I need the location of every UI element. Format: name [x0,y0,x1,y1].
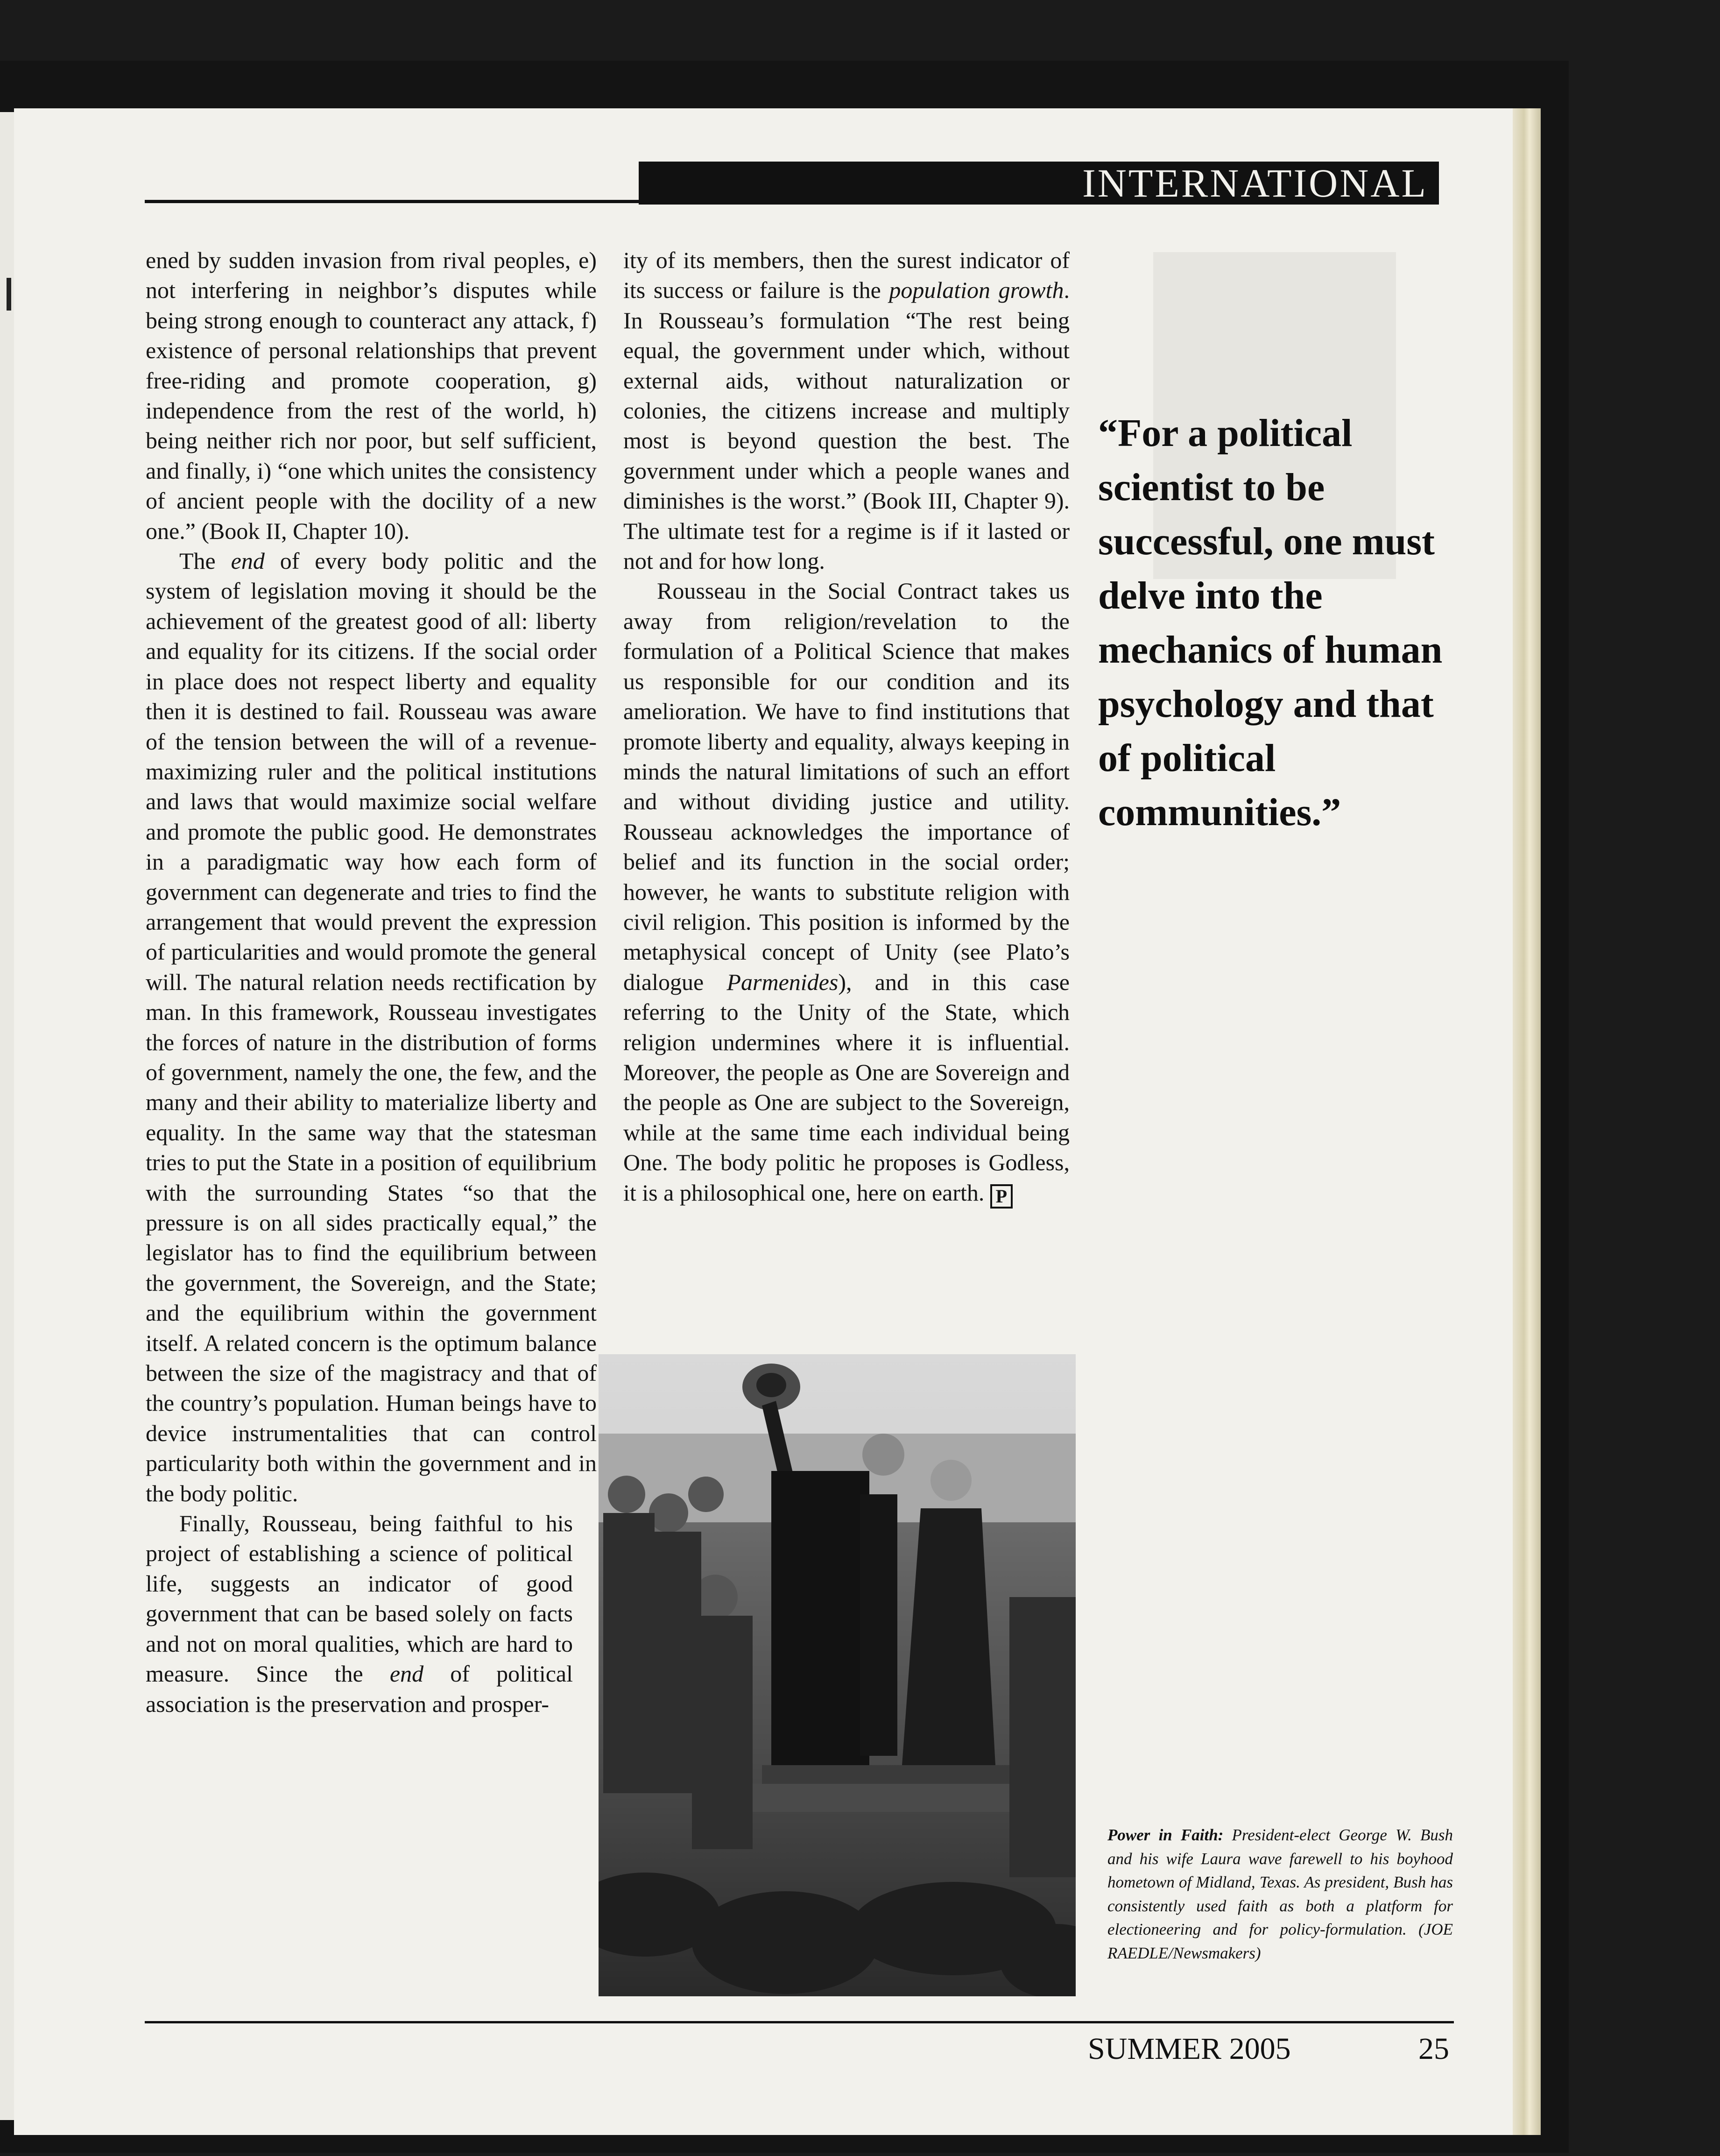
end-of-article-icon: P [990,1184,1013,1209]
paragraph: Finally, Rousseau, being faithful to his project of establishing a science of political life, suggests an indicator of good government that can be based solely on facts and not on moral qualities, which are hard to measure. Since the end of political association is the preservation and prosper- [146,1510,573,1717]
paragraph: ened by sudden invasion from rival peoples, e) not interfering in neighbor’s disputes while being strong enough to counteract any attack, f) existence of personal relationships that prevent free-riding and promote cooperation, g) independence from the rest of the world, h) being neither rich nor poor, but self sufficient, and finally, i) “one which unites the consistency of ancient people with the docility of a new one.” (Book II, Chapter 10). [146,247,597,544]
article-column-2 [623,245,1070,1209]
paragraph: The end of every body politic and the system of legislation moving it should be the achievement of the greatest good of all: liberty and equality for its citizens. If the social order in place does not respect liberty and equality then it is destined to fail. Rousseau was aware of the tension between the will of a revenue-maximizing ruler and the political institutions and laws that would maximize social welfare and promote the public good. He demonstrates in a paradigmatic way how each form of government can degenerate and tries to find the arrangement that would prevent the expression of particularities and would promote the general will. The natural relation needs rectification by man. In this framework, Rousseau investigates the forces of nature in the distribution of forms of government, namely the one, the few, and the many and their ability to materialize liberty and equality. In the same way that the statesman tries to put the State in a position of equilibrium with the surrounding States “so that the pressure is on all sides practically equal,” the legislator has to find the equilibrium between the government, the Sovereign, and the State; and the equilibrium within the government itself. A related concern is the optimum balance between the size of the magistracy and that of the country’s population. Human beings have to device instrumentalities that can control particularity both within the government and in the body politic. [146,548,597,1506]
issue-date: SUMMER 2005 [1088,2032,1291,2066]
photo-caption: Power in Faith: President-elect George W. Bush and his wife Laura wave farewell to his boyhood hometown of Midland, Texas. As president, Bush has consistently used faith as both a platform for electioneering and for policy-formulation. (JOE RAEDLE/Newsmakers) [1107,1826,1453,1962]
page-stack-edge [1513,108,1541,2135]
footer-rule [145,2021,1454,2023]
paragraph: Rousseau in the Social Contract takes us away from religion/revelation to the formulation of a Political Science that makes us responsible for our condition and its amelioration. We have to find institutions that promote liberty and equality, always keeping in minds the natural limitations of such an effort and without dividing justice and utility. Rousseau acknowledges the importance of belief and its function in the social order; however, he wants to substitute religion with civil religion. This position is informed by the metaphysical concept of Unity (see Plato’s dialogue Parmenides), and in this case referring to the Unity of the State, which religion undermines where it is influential. Moreover, the people as One are Sovereign and the people as One are subject to the Sovereign, while at the same time each individual being One. The body politic he proposes is Godless, it is a philosophical one, here on earth. P [623,576,1070,1208]
header-rule [145,200,640,203]
section-header [639,162,1439,205]
pull-quote: “For a political scientist to be successful, one must delve into the mechanics of human psychology and that of political communities.” [1098,411,1443,834]
facing-page-edge [0,112,14,2120]
news-photo [599,1354,1076,1996]
section-title: INTERNATIONAL [1082,161,1428,205]
article-column-1 [146,245,597,1719]
paragraph: ity of its members, then the surest indicator of its success or failure is the population growth. In Rousseau’s formulation “The rest being equal, the government under which, without external aids, without naturalization or colonies, the citizens increase and multiply most is beyond question the best. The government under which a people wanes and diminishes is the worst.” (Book III, Chapter 9). The ultimate test for a regime is if it lasted or not and for how long. [623,247,1070,574]
page-number: 25 [1418,2032,1449,2066]
